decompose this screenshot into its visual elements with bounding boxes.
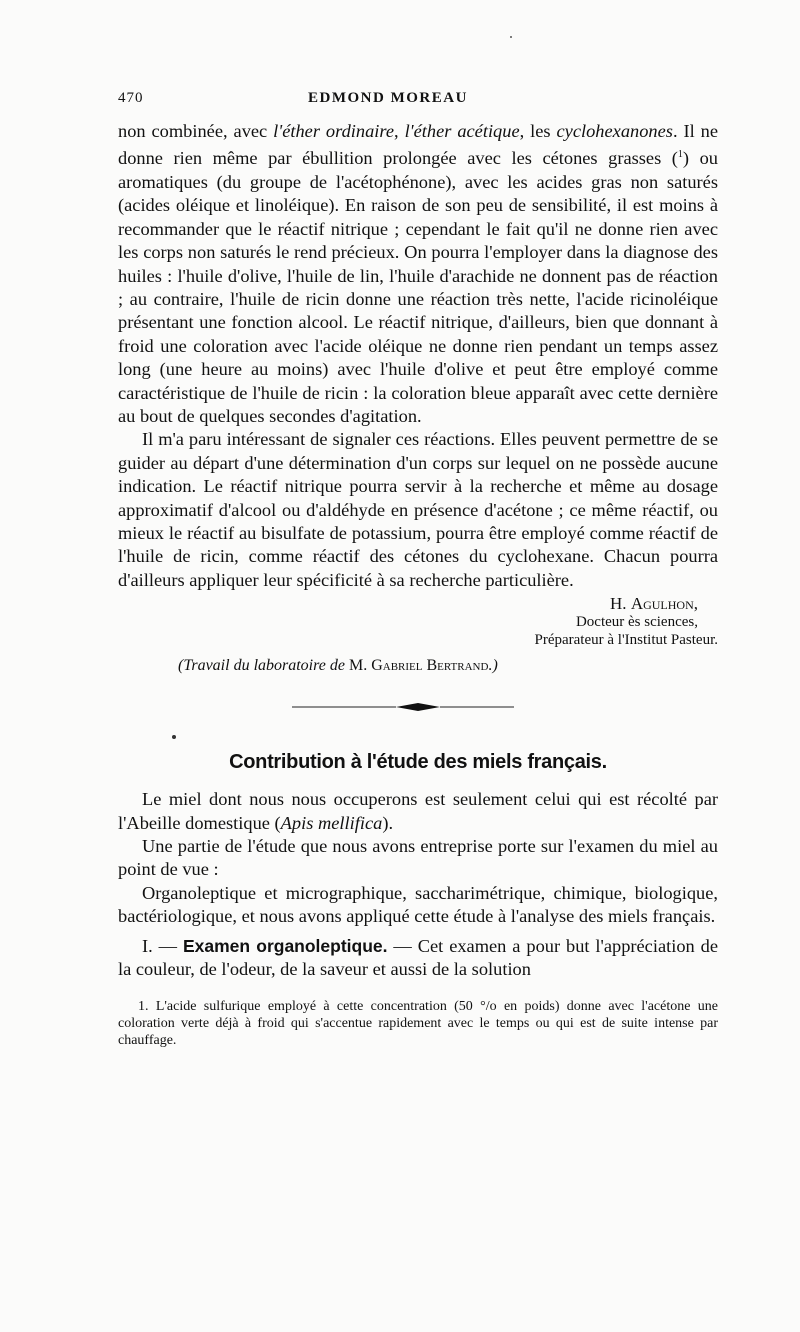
section-heading: Examen organoleptique. <box>182 935 388 956</box>
text-run: — Cet examen a pour but l'appréciation de la couleur, de l'odeur, de la saveur et aussi de la solution <box>118 935 719 980</box>
speck <box>510 36 512 38</box>
italic-term: cyclohexanones <box>556 121 673 141</box>
credit-text: M. <box>348 657 372 675</box>
author-surname: Agulhon <box>630 594 694 614</box>
page <box>118 90 718 1049</box>
text-run: ) ou aromatiques (du groupe de l'acétophénone), avec les acides gras non saturés (acides oléique et linoléique). En raison de son peu de sensibilité, il est moins à recommander que le réactif nitrique ; cependant le fait qu'il ne donne rien avec les corps non saturés le rend précieux. On pourra l'employer dans la diagnose des huiles : l'huile d'olive, l'huile de lin, l'huile d'arachide ne donnent pas de réaction ; au contraire, l'huile de ricin donne une réaction très nette, l'acide ricinoléique présentant une fonction alcool. Le réactif nitrique, d'ailleurs, bien que donnant à froid une coloration avec l'acide oléique ne donne rien pendant un temps assez long (une heure au moins) avec l'huile d'olive et peut être employé comme caractéristique de l'huile de ricin : la coloration bleue apparaît avec cette dernière au bout de quelques secondes d'agitation. <box>118 148 718 426</box>
credit-text: (Travail du laboratoire de <box>178 657 349 675</box>
credit-text: .) <box>488 657 498 675</box>
laboratory-credit <box>178 657 718 675</box>
author-initial: H. <box>610 594 631 614</box>
italic-term: l'éther acétique <box>404 121 520 141</box>
page-number: 470 <box>118 90 144 106</box>
punctuation: , <box>693 594 698 614</box>
italic-term: Apis mellifica <box>280 812 383 833</box>
author-name <box>118 595 698 613</box>
paragraph <box>118 788 718 835</box>
text-run: , les <box>519 121 557 141</box>
stray-mark <box>172 735 176 739</box>
section-number: I. — <box>142 935 183 956</box>
running-title: EDMOND MOREAU <box>308 90 468 106</box>
signature <box>118 595 718 649</box>
paragraph: Organoleptique et micrographique, saccharimétrique, chimique, biologique, bactériologique, et nous avons appliqué cette étude à l'analyse des miels français. <box>118 882 718 927</box>
footnote-ref: 1 <box>677 149 683 161</box>
italic-term: l'éther ordinaire <box>273 121 395 141</box>
running-header <box>118 90 718 120</box>
paragraph <box>118 120 718 428</box>
text-run: , <box>394 121 405 141</box>
footnote <box>118 998 718 1049</box>
text-run: non combinée, avec <box>118 121 274 141</box>
text-run: ). <box>382 812 394 833</box>
author-title: Docteur ès sciences, <box>575 614 698 631</box>
paragraph: Une partie de l'étude que nous avons entreprise porte sur l'examen du miel au point de vue : <box>118 836 718 880</box>
footnote-text: L'acide sulfurique employé à cette concentration (50 °/o en poids) donne avec l'acétone une coloration verte déjà à froid qui s'accentue rapidement avec le temps ou qui est de suite intense par chauffage. <box>118 998 718 1048</box>
footnote-marker: 1. <box>138 998 149 1014</box>
divider-ornament <box>292 697 542 717</box>
text-run: . Il ne donne rien même par ébullition prolongée avec les cétones grasses ( <box>118 121 718 169</box>
article-title: Contribution à l'étude des miels français. <box>229 751 607 774</box>
section-divider <box>118 697 718 717</box>
section-paragraph <box>118 935 718 982</box>
credit-name: Gabriel Bertrand <box>371 657 489 675</box>
author-affiliation: Préparateur à l'Institut Pasteur. <box>534 632 718 649</box>
text-run: Le miel dont nous nous occuperons est seulement celui qui est récolté par l'Abeille domestique ( <box>118 789 718 833</box>
paragraph: Il m'a paru intéressant de signaler ces réactions. Elles peuvent permettre de se guider au départ d'une détermination d'un corps sur lequel on ne possède aucune indication. Le réactif nitrique pourra servir à la recherche et même au dosage approximatif d'alcool ou d'aldéhyde en présence d'acétone ; ce même réactif, ou mieux le réactif au bisulfate de potassium, pourra être employé comme réactif de l'huile de ricin, comme réactif des cétones du cyclohexane. Chacun pourra d'ailleurs appliquer leur spécificité à sa recherche particulière. <box>118 429 718 590</box>
